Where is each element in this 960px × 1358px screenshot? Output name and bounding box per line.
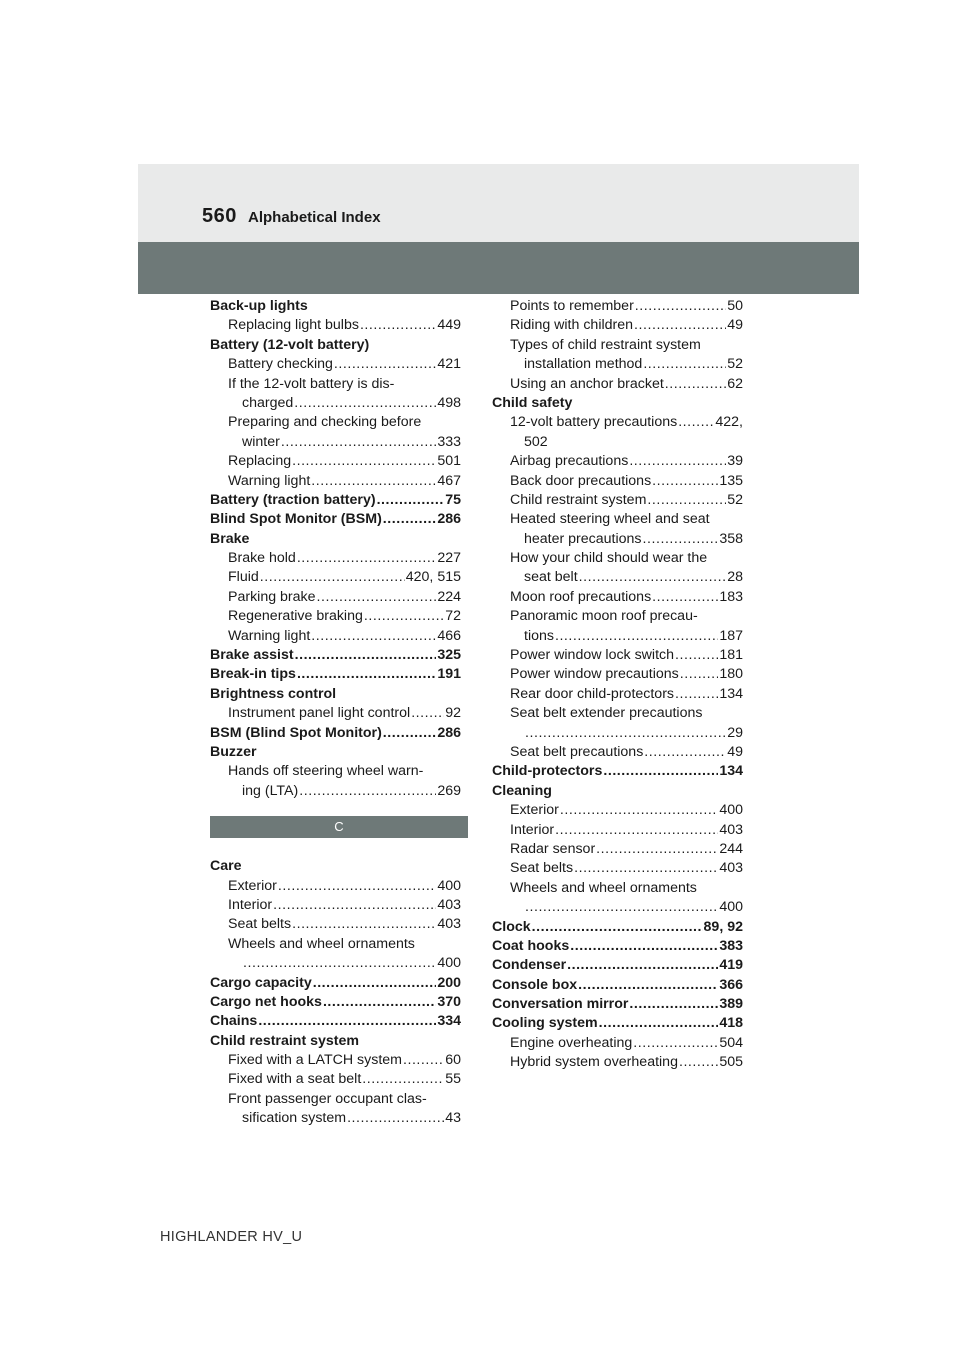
entry-text: Seat belt extender precautions — [510, 705, 703, 722]
leader-dots — [643, 355, 726, 374]
page-reference: 403 — [719, 860, 743, 877]
entry-text: Battery checking — [228, 356, 333, 373]
leader-dots — [377, 491, 445, 510]
leader-dots — [260, 568, 405, 587]
index-subentry — [210, 549, 461, 568]
leader-dots — [679, 1053, 718, 1072]
entry-text: Fluid — [228, 569, 259, 586]
entry-text: Back door precautions — [510, 472, 652, 489]
entry-text: Exterior — [228, 877, 277, 894]
page-reference: 269 — [437, 782, 461, 799]
leader-dots — [665, 375, 726, 394]
entry-text: Battery (traction battery) — [210, 491, 376, 508]
index-subentry — [210, 935, 461, 954]
page-reference: 55 — [445, 1071, 461, 1088]
index-subentry — [210, 782, 461, 801]
entry-text: Front passenger occupant clas- — [228, 1090, 427, 1107]
leader-dots — [525, 898, 718, 917]
page-reference: 200 — [437, 974, 461, 991]
page-reference: 62 — [727, 375, 743, 392]
section-title: Alphabetical Index — [248, 209, 381, 226]
entry-text: ing (LTA) — [242, 782, 299, 799]
page-reference: 183 — [719, 588, 743, 605]
page-reference: 334 — [437, 1013, 461, 1030]
page-reference: 504 — [719, 1034, 743, 1051]
index-subentry — [492, 685, 743, 704]
index-subentry — [210, 704, 461, 723]
index-heading — [210, 491, 461, 510]
leader-dots — [567, 956, 718, 975]
index-subentry — [492, 898, 743, 917]
leader-dots — [634, 316, 726, 335]
page-reference: 180 — [719, 666, 743, 683]
entry-text: Moon roof precautions — [510, 588, 652, 605]
page-reference: 39 — [727, 453, 743, 470]
page-reference: 505 — [719, 1054, 743, 1071]
entry-text: Parking brake — [228, 588, 316, 605]
index-heading — [492, 976, 743, 995]
page-reference: 28 — [727, 569, 743, 586]
page-reference: 72 — [445, 608, 461, 625]
index-heading — [492, 995, 743, 1014]
leader-dots — [574, 859, 718, 878]
index-subentry — [492, 297, 743, 316]
page-reference: 134 — [719, 763, 743, 780]
index-subentry — [492, 1053, 743, 1072]
leader-dots — [311, 627, 436, 646]
leader-dots — [644, 743, 726, 762]
entry-text: 12-volt battery precautions — [510, 414, 678, 431]
index-column-right — [492, 297, 743, 1073]
entry-text: Using an anchor bracket — [510, 375, 664, 392]
index-subentry — [492, 665, 743, 684]
entry-text: How your child should wear the — [510, 550, 708, 567]
letter-section-bar: C — [210, 816, 468, 838]
index-subentry — [210, 627, 461, 646]
entry-text: Points to remember — [510, 298, 634, 314]
leader-dots — [362, 1070, 444, 1089]
index-subentry — [210, 877, 461, 896]
page-reference: 400 — [437, 955, 461, 972]
index-subentry — [492, 704, 743, 723]
leader-dots — [579, 568, 727, 587]
index-subentry — [492, 607, 743, 626]
entry-text: Console box — [492, 976, 578, 993]
index-subentry — [210, 355, 461, 374]
entry-text: Blind Spot Monitor (BSM) — [210, 511, 382, 528]
page-number: 560 — [202, 205, 237, 227]
entry-text: BSM (Blind Spot Monitor) — [210, 724, 382, 741]
entry-text: Power window precautions — [510, 666, 679, 683]
leader-dots — [635, 297, 726, 316]
entry-text: charged — [242, 394, 294, 411]
entry-text: Seat belts — [510, 860, 574, 877]
index-subentry — [492, 336, 743, 355]
index-subentry — [210, 915, 461, 934]
entry-text: Replacing light bulbs — [228, 317, 359, 334]
leader-dots — [680, 665, 719, 684]
index-subentry — [492, 316, 743, 335]
index-subentry — [492, 355, 743, 374]
leader-dots — [292, 452, 436, 471]
index-subentry — [492, 1034, 743, 1053]
entry-text: Replacing — [228, 453, 292, 470]
index-subentry — [210, 375, 461, 394]
index-heading — [210, 510, 461, 529]
index-subentry — [492, 646, 743, 665]
index-subentry — [492, 840, 743, 859]
entry-text: Interior — [510, 821, 555, 838]
leader-dots — [629, 452, 726, 471]
entry-text: tions — [524, 627, 554, 644]
entry-text: Cargo net hooks — [210, 993, 322, 1010]
leader-dots — [599, 1014, 719, 1033]
leader-dots — [299, 782, 436, 801]
index-heading — [210, 530, 461, 549]
entry-text: Battery (12-volt battery) — [210, 336, 370, 353]
index-heading — [492, 918, 743, 937]
page-reference: 49 — [727, 317, 743, 334]
index-heading — [492, 394, 743, 413]
entry-text: installation method — [524, 356, 643, 373]
index-subentry — [210, 394, 461, 413]
index-subentry — [492, 433, 743, 452]
leader-dots — [334, 355, 436, 374]
entry-text: heater precautions — [524, 530, 642, 547]
leader-dots — [570, 937, 718, 956]
index-subentry — [210, 1070, 461, 1089]
index-heading — [210, 1032, 461, 1051]
header-dark-band — [138, 242, 859, 294]
entry-text: Cargo capacity — [210, 974, 312, 991]
entry-text: Heated steering wheel and seat — [510, 511, 710, 528]
entry-text: seat belt — [524, 569, 578, 586]
entry-text: Airbag precautions — [510, 453, 629, 470]
entry-text: Wheels and wheel ornaments — [510, 879, 697, 896]
page-reference: 418 — [719, 1015, 743, 1032]
leader-dots — [411, 704, 444, 723]
leader-dots — [243, 954, 436, 973]
entry-text: 502 — [524, 433, 548, 450]
index-subentry — [492, 375, 743, 394]
index-subentry — [492, 530, 743, 549]
leader-dots — [555, 627, 718, 646]
entry-text: Child restraint system — [210, 1032, 360, 1049]
leader-dots — [647, 491, 726, 510]
index-subentry — [492, 588, 743, 607]
leader-dots — [383, 724, 437, 743]
index-heading — [210, 665, 461, 684]
index-subentry — [492, 491, 743, 510]
leader-dots — [652, 472, 718, 491]
page-reference: 50 — [727, 298, 743, 314]
leader-dots — [555, 821, 718, 840]
leader-dots — [675, 646, 718, 665]
page-reference: 383 — [719, 937, 743, 954]
entry-text: winter — [242, 433, 280, 450]
page-reference: 60 — [445, 1052, 461, 1069]
leader-dots — [317, 588, 437, 607]
entry-text: Instrument panel light control — [228, 705, 411, 722]
index-heading — [210, 1012, 461, 1031]
page-reference: 286 — [437, 724, 461, 741]
leader-dots — [678, 413, 714, 432]
entry-text: Seat belt precautions — [510, 743, 644, 760]
entry-text: Wheels and wheel ornaments — [228, 935, 415, 952]
page-reference: 358 — [719, 530, 743, 547]
page-reference: 187 — [719, 627, 743, 644]
page-reference: 400 — [437, 877, 461, 894]
entry-text: Clock — [492, 918, 531, 935]
page-reference: 501 — [437, 453, 461, 470]
entry-text: sification system — [242, 1110, 347, 1127]
entry-text: Coat hooks — [492, 937, 570, 954]
entry-text: Radar sensor — [510, 840, 596, 857]
page-reference: 75 — [445, 491, 461, 508]
index-subentry — [210, 1051, 461, 1070]
index-subentry — [492, 472, 743, 491]
page-reference: 92 — [445, 705, 461, 722]
index-subentry — [210, 1090, 461, 1109]
leader-dots — [258, 1012, 436, 1031]
entry-text: Cleaning — [492, 782, 552, 799]
page-reference: 52 — [727, 491, 743, 508]
entry-text: Hybrid system overheating — [510, 1054, 678, 1071]
entry-text: Riding with children — [510, 317, 634, 334]
index-subentry — [210, 896, 461, 915]
index-subentry — [492, 859, 743, 878]
index-subentry — [492, 549, 743, 568]
index-heading — [210, 646, 461, 665]
page-reference: 52 — [727, 356, 743, 373]
entry-text: Rear door child-protectors — [510, 685, 675, 702]
index-subentry — [492, 801, 743, 820]
leader-dots — [347, 1109, 444, 1128]
leader-dots — [273, 896, 436, 915]
entry-text: Buzzer — [210, 743, 257, 760]
leader-dots — [633, 1034, 718, 1053]
footer-model-label: HIGHLANDER HV_U — [160, 1229, 303, 1245]
page-reference: 135 — [719, 472, 743, 489]
page-reference: 466 — [437, 627, 461, 644]
page-reference: 89, 92 — [703, 918, 743, 935]
leader-dots — [532, 918, 703, 937]
leader-dots — [643, 530, 719, 549]
entry-text: Seat belts — [228, 916, 292, 933]
page-reference: 286 — [437, 511, 461, 528]
entry-text: Warning light — [228, 472, 311, 489]
entry-text: Power window lock switch — [510, 647, 675, 664]
leader-dots — [360, 316, 436, 335]
index-subentry — [210, 472, 461, 491]
index-heading — [210, 974, 461, 993]
page-reference: 389 — [719, 996, 743, 1013]
page-reference: 244 — [719, 840, 743, 857]
index-subentry — [210, 762, 461, 781]
index-subentry — [210, 316, 461, 335]
entry-text: Brake hold — [228, 550, 296, 567]
index-heading — [210, 743, 461, 762]
index-heading — [210, 993, 461, 1012]
entry-text: Types of child restraint system — [510, 336, 701, 353]
page-reference: 467 — [437, 472, 461, 489]
entry-text: Fixed with a seat belt — [228, 1071, 362, 1088]
index-subentry — [210, 568, 461, 587]
entry-text: Regenerative braking — [228, 608, 363, 625]
page-reference: 403 — [437, 916, 461, 933]
leader-dots — [297, 665, 436, 684]
leader-dots — [323, 993, 436, 1012]
index-subentry — [492, 568, 743, 587]
entry-text: Break-in tips — [210, 666, 296, 683]
entry-text: Engine overheating — [510, 1034, 633, 1051]
leader-dots — [364, 607, 444, 626]
index-subentry — [210, 588, 461, 607]
entry-text: Cooling system — [492, 1015, 598, 1032]
entry-text: Warning light — [228, 627, 311, 644]
leader-dots — [281, 433, 436, 452]
entry-text: Panoramic moon roof precau- — [510, 608, 698, 625]
index-subentry — [210, 413, 461, 432]
entry-text: Brake assist — [210, 647, 294, 664]
page-reference: 325 — [437, 647, 461, 664]
index-heading — [210, 297, 461, 316]
page-reference: 421 — [437, 356, 461, 373]
entry-text: Conversation mirror — [492, 996, 629, 1013]
entry-text: Brightness control — [210, 685, 337, 702]
index-subentry — [210, 452, 461, 471]
index-subentry — [210, 954, 461, 973]
page-reference: 498 — [437, 394, 461, 411]
index-heading — [210, 336, 461, 355]
leader-dots — [297, 549, 437, 568]
page-reference: 29 — [727, 724, 743, 741]
leader-dots — [596, 840, 718, 859]
entry-text: Interior — [228, 896, 273, 913]
index-heading — [492, 762, 743, 781]
page-reference: 181 — [719, 647, 743, 664]
page-reference: 449 — [437, 317, 461, 334]
page-reference: 400 — [719, 802, 743, 819]
index-heading — [492, 782, 743, 801]
leader-dots — [603, 762, 718, 781]
page-reference: 191 — [437, 666, 461, 683]
index-subentry — [492, 821, 743, 840]
index-column-left — [210, 297, 461, 1129]
entry-text: Care — [210, 858, 242, 875]
leader-dots — [311, 472, 436, 491]
leader-dots — [629, 995, 718, 1014]
entry-text: Condenser — [492, 957, 567, 974]
page-reference: 134 — [719, 685, 743, 702]
leader-dots — [295, 646, 437, 665]
leader-dots — [292, 915, 436, 934]
page-reference: 333 — [437, 433, 461, 450]
page-reference: 43 — [445, 1110, 461, 1127]
index-subentry — [492, 510, 743, 529]
page-reference: 370 — [437, 993, 461, 1010]
entry-text: Child safety — [492, 394, 573, 411]
index-subentry — [492, 743, 743, 762]
leader-dots — [383, 510, 437, 529]
leader-dots — [525, 724, 726, 743]
entry-text: Hands off steering wheel warn- — [228, 763, 424, 780]
leader-dots — [403, 1051, 444, 1070]
page-reference: 419 — [719, 957, 743, 974]
entry-text: Chains — [210, 1013, 258, 1030]
index-subentry — [210, 607, 461, 626]
index-heading — [210, 857, 461, 876]
entry-text: Back-up lights — [210, 298, 308, 314]
page-reference: 422, — [715, 414, 743, 431]
index-subentry — [492, 724, 743, 743]
index-heading — [210, 724, 461, 743]
entry-text: Child-protectors — [492, 763, 603, 780]
index-heading — [492, 937, 743, 956]
page-reference: 366 — [719, 976, 743, 993]
index-heading — [492, 1014, 743, 1033]
entry-text: Exterior — [510, 802, 559, 819]
page-reference: 420, 515 — [405, 569, 461, 586]
leader-dots — [278, 877, 436, 896]
index-subentry — [492, 879, 743, 898]
leader-dots — [313, 974, 437, 993]
page-reference: 403 — [719, 821, 743, 838]
index-subentry — [210, 1109, 461, 1128]
entry-text: Preparing and checking before — [228, 414, 422, 431]
index-heading — [210, 685, 461, 704]
page-reference: 49 — [727, 743, 743, 760]
index-subentry — [492, 627, 743, 646]
entry-text: Brake — [210, 530, 250, 547]
index-heading — [492, 956, 743, 975]
page-reference: 227 — [437, 550, 461, 567]
entry-text: Fixed with a LATCH system — [228, 1052, 402, 1069]
page-reference: 224 — [437, 588, 461, 605]
index-subentry — [210, 433, 461, 452]
entry-text: If the 12-volt battery is dis- — [228, 375, 395, 392]
entry-text: Child restraint system — [510, 491, 647, 508]
index-subentry — [492, 452, 743, 471]
leader-dots — [675, 685, 718, 704]
page-reference: 400 — [719, 899, 743, 916]
index-subentry — [492, 413, 743, 432]
leader-dots — [560, 801, 718, 820]
leader-dots — [652, 588, 718, 607]
leader-dots — [294, 394, 436, 413]
page-reference: 403 — [437, 896, 461, 913]
leader-dots — [578, 976, 718, 995]
